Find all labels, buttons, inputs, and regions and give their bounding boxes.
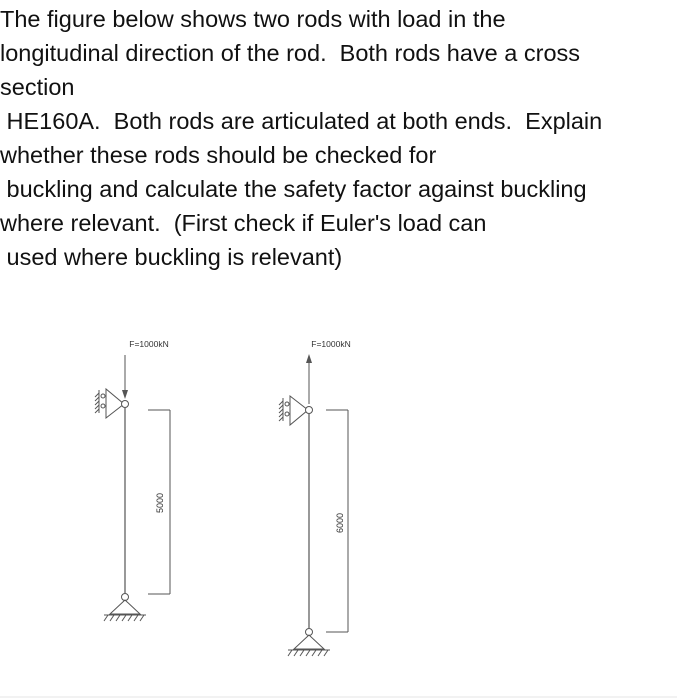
problem-line: section xyxy=(0,74,75,100)
left-top-roller xyxy=(101,404,105,408)
right-top-roller xyxy=(285,402,289,406)
right-top-pin xyxy=(306,407,313,414)
left-force-label: F=1000kN xyxy=(129,339,169,349)
right-length-label: 6000 xyxy=(335,512,345,534)
left-rod-assembly xyxy=(95,339,170,621)
problem-line: HE160A. Both rods are articulated at both ends. Explain xyxy=(0,108,603,134)
problem-line: used where buckling is relevant) xyxy=(0,244,343,270)
right-force-arrow-head xyxy=(306,354,312,363)
right-bottom-support-triangle xyxy=(294,635,324,649)
right-force-label: F=1000kN xyxy=(311,339,351,349)
left-top-roller xyxy=(101,394,105,398)
right-rod-assembly xyxy=(279,339,351,656)
left-top-pin xyxy=(122,401,129,408)
problem-line: The figure below shows two rods with load in the xyxy=(0,6,506,32)
problem-line: buckling and calculate the safety factor against buckling xyxy=(0,176,587,202)
problem-line: where relevant. (First check if Euler's load can xyxy=(0,210,487,236)
left-bottom-support-triangle xyxy=(110,600,140,614)
right-top-roller xyxy=(285,412,289,416)
left-force-arrow-head xyxy=(122,390,128,399)
left-length-label: 5000 xyxy=(155,492,165,514)
problem-line: whether these rods should be checked for xyxy=(0,142,437,168)
problem-line: longitudinal direction of the rod. Both rods have a cross xyxy=(0,40,581,66)
